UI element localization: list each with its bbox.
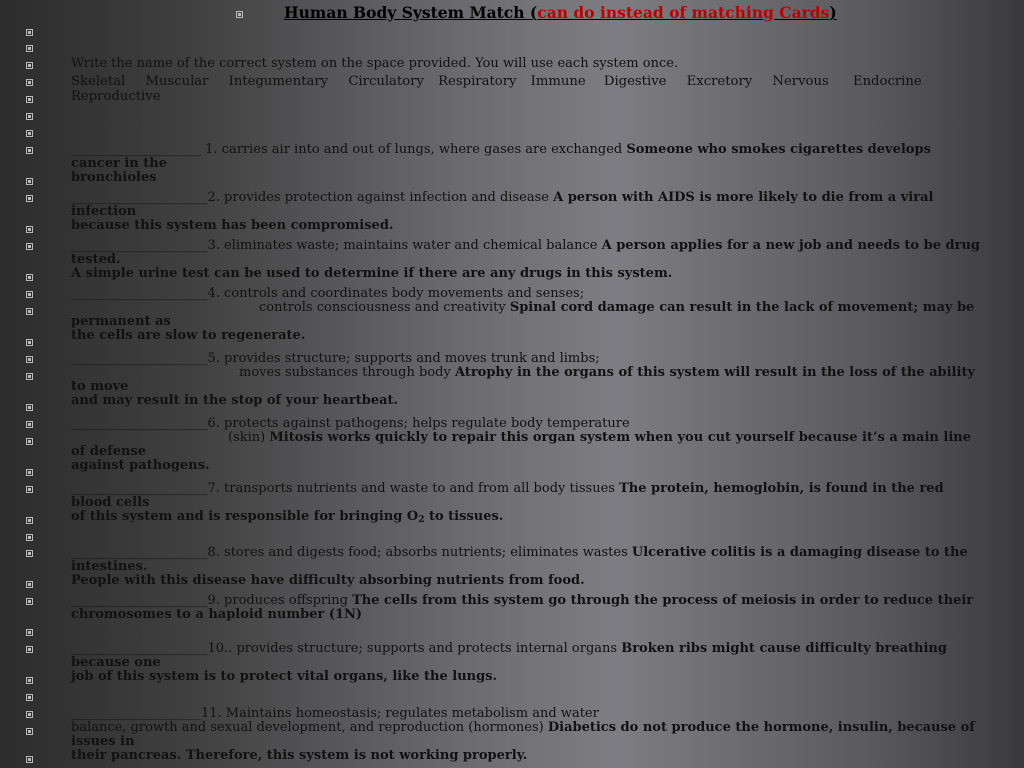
item-10: _____________________10.. provides structure; supports and protects internal organs Broken ribs might cause difficulty breathing because one job of this system is to protect vital organs, like the lungs. [71, 641, 947, 684]
bullet-icon [26, 486, 33, 493]
bullet-icon [26, 243, 33, 250]
item-4: _____________________4. controls and coordinates body movements and senses; controls consciousness and creativity Spinal cord damage can result in the lack of movement; may be permanent as the cells are slow to regenerate. [71, 286, 975, 343]
bullet-icon [26, 517, 33, 524]
bullet-icon [26, 226, 33, 233]
item-5: _____________________5. provides structure; supports and moves trunk and limbs; moves substances through body Atrophy in the organs of this system will result in the loss of the ability to move and may result in the stop of your heartbeat. [71, 351, 975, 408]
bullet-icon [26, 291, 33, 298]
bullet-icon [26, 178, 33, 185]
bullet-icon [26, 728, 33, 735]
system-muscular: Muscular [145, 74, 209, 89]
bullet-icon [26, 677, 33, 684]
systems-list [71, 74, 1024, 104]
bullet-icon [26, 29, 33, 36]
item-8: _____________________8. stores and digests food; absorbs nutrients; eliminates wastes Ulcerative colitis is a damaging disease to the intestines. People with this disease have difficulty absorbing nutrients from food. [71, 545, 968, 588]
system-endocrine: Endocrine [852, 74, 922, 89]
bullet-icon [26, 421, 33, 428]
system-reproductive: Reproductive [71, 89, 161, 104]
item-6: _____________________6. protects against pathogens; helps regulate body temperature (skin) Mitosis works quickly to repair this organ system when you cut yourself because it’s a main line of defense against pathogens. [71, 416, 971, 473]
system-nervous: Nervous [772, 74, 829, 89]
bullet-icon [26, 598, 33, 605]
bullet-icon [26, 469, 33, 476]
bullet-icon [26, 646, 33, 653]
bullet-icon [26, 550, 33, 557]
bullet-icon [26, 113, 33, 120]
instructions: Write the name of the correct system on the space provided. You will use each system once. [71, 56, 679, 71]
bullet-icon [26, 373, 33, 380]
system-immune: Immune [530, 74, 586, 89]
bullet-icon [26, 404, 33, 411]
bullet-icon [26, 534, 33, 541]
item-1: ____________________ 1. carries air into and out of lungs, where gases are exchanged Someone who smokes cigarettes develops cancer in the bronchioles [71, 142, 931, 185]
system-circulatory: Circulatory [348, 74, 424, 89]
bullet-icon [26, 130, 33, 137]
bullet-icon [26, 308, 33, 315]
system-excretory: Excretory [686, 74, 753, 89]
bullet-icon [26, 147, 33, 154]
bullet-icon [26, 756, 33, 763]
bullet-icon [26, 45, 33, 52]
bullet-icon [26, 62, 33, 69]
bullet-icon [236, 11, 243, 18]
system-digestive: Digestive [603, 74, 667, 89]
item-9: _____________________9. produces offspring The cells from this system go through the process of meiosis in order to reduce their chromosomes to a haploid number (1N) [71, 593, 974, 622]
bullet-icon [26, 629, 33, 636]
page-title: Human Body System Match (can do instead of matching Cards) [284, 3, 837, 22]
bullet-icon [26, 79, 33, 86]
bullet-icon [26, 195, 33, 202]
bullet-icon [26, 694, 33, 701]
bullet-icon [26, 274, 33, 281]
bullet-icon [26, 339, 33, 346]
bullet-icon [26, 438, 33, 445]
item-3: _____________________3. eliminates waste; maintains water and chemical balance A person applies for a new job and needs to be drug tested. A simple urine test can be used to determine if there are any drugs in this system. [71, 238, 980, 281]
system-integumentary: Integumentary [228, 74, 329, 89]
item-2: _____________________2. provides protection against infection and disease A person with AIDS is more likely to die from a viral infection because this system has been compromised. [71, 190, 934, 233]
item-11: ____________________11. Maintains homeostasis; regulates metabolism and water balance, growth and sexual development, and reproduction (hormones) Diabetics do not produce the hormone, insulin, because of issues in their pancreas. Therefore, this system is not working properly. [71, 706, 975, 763]
bullet-icon [26, 581, 33, 588]
bullet-icon [26, 356, 33, 363]
item-7: _____________________7. transports nutrients and waste to and from all body tissues The protein, hemoglobin, is found in the red blood cells of this system and is responsible for bringing $O_2$ to tissues. [71, 481, 944, 525]
bullet-icon [26, 96, 33, 103]
system-skeletal: Skeletal [71, 74, 126, 89]
bullet-icon [26, 711, 33, 718]
system-respiratory: Respiratory [438, 74, 517, 89]
